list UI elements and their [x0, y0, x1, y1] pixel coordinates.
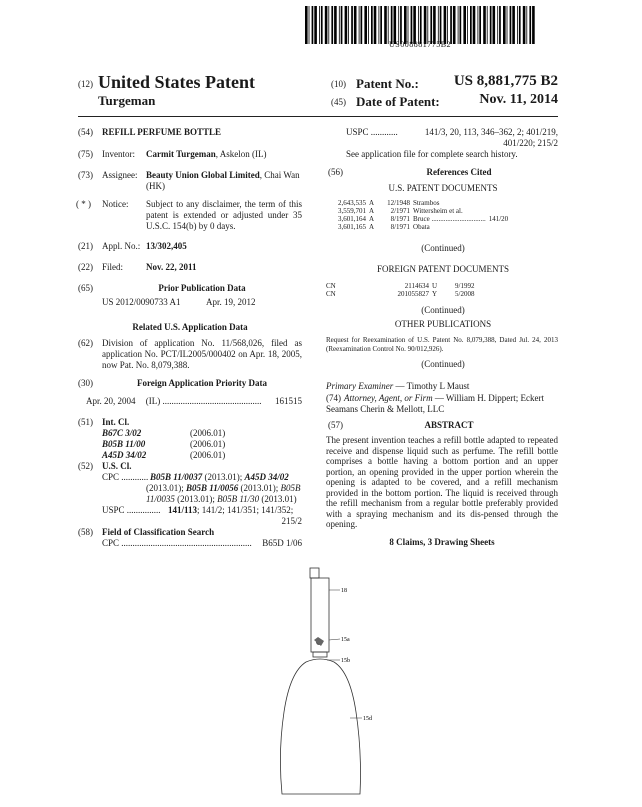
barcode-bar [450, 6, 452, 44]
uscl-label: U.S. Cl. [102, 461, 132, 471]
examiner-name: — Timothy L Maust [393, 381, 470, 391]
barcode-bar [351, 6, 353, 44]
intcl-class: A45D 34/02 [102, 450, 147, 460]
barcode-bar [526, 6, 527, 44]
barcode-bar [368, 6, 369, 44]
barcode-bar [517, 6, 518, 44]
barcode-bar [312, 6, 314, 44]
foreign-documents-table [326, 282, 477, 298]
foreign-doc-number: 2114634 [404, 282, 429, 290]
code-22: (22) [78, 262, 93, 272]
inventor-label: Inventor: [102, 149, 135, 159]
attorney-field [326, 393, 558, 415]
assignee-location: , Chai Wan (HK) [146, 170, 300, 191]
document-number: US008881775B2 [388, 40, 452, 49]
barcode-bar [438, 6, 439, 44]
us-doc-class: 141/20 [488, 215, 509, 223]
inventor-field [146, 149, 267, 160]
cpc-sep-5: (2013.01) [259, 494, 297, 504]
barcode-bar [430, 6, 432, 44]
bottle-body [280, 659, 360, 794]
barcode-bar [424, 6, 427, 44]
filed-label: Filed: [102, 262, 124, 272]
barcode-bar [532, 6, 535, 44]
prior-publication-date: Apr. 19, 2012 [206, 297, 256, 307]
barcode-bar [394, 6, 397, 44]
code-73: (73) [78, 170, 93, 180]
prior-publication-number: US 2012/0090733 A1 [102, 297, 181, 307]
us-doc-kind: A [369, 207, 375, 215]
barcode-bar [314, 6, 317, 44]
attorney-label: Attorney, Agent, or Firm [344, 393, 433, 403]
barcode-bar [413, 6, 416, 44]
us-doc-row [338, 199, 511, 207]
barcode-bar [499, 6, 501, 44]
barcode-bar [460, 6, 462, 44]
cpc-class-4b: 11/0035 [146, 494, 175, 504]
intcl-class: B05B 11/00 [102, 439, 146, 449]
cpc-sep-1: (2013.01); [202, 472, 245, 482]
patent-number: US 8,881,775 B2 [453, 73, 558, 89]
search-history-note: See application file for complete search history. [346, 149, 518, 159]
barcode-bar [483, 6, 486, 44]
code-58: (58) [78, 527, 93, 537]
us-doc-row [338, 207, 511, 215]
barcode-bar [529, 6, 531, 44]
foreign-priority-heading: Foreign Application Priority Data [136, 378, 268, 388]
foreign-doc-number: 201055827 [397, 290, 429, 298]
intcl-version: (2006.01) [190, 450, 226, 460]
foreign-doc-date: 5/2008 [455, 290, 475, 298]
barcode-bar [523, 6, 526, 44]
us-documents-table [338, 199, 511, 231]
references-heading: References Cited [426, 167, 492, 177]
cpc-sep-4: (2013.01); [174, 494, 218, 504]
barcode-bar [391, 6, 393, 44]
cpc-sep-3: (2013.01); [238, 483, 281, 493]
barcode-bar [380, 6, 382, 44]
barcode-bar [321, 6, 323, 44]
uspc-main-class: 141/113 [168, 505, 198, 515]
barcode-bar [374, 6, 377, 44]
notice-text: Subject to any disclaimer, the term of this patent is extended or adjusted under 35 U.S.C. 154(b) by 0 days. [146, 199, 302, 231]
barcode-bar [400, 6, 402, 44]
primary-examiner [326, 381, 469, 392]
us-doc-class [489, 199, 511, 207]
us-doc-number: 3,601,165 [338, 223, 366, 231]
us-doc-number: 3,559,701 [338, 207, 366, 215]
us-doc-name: Wittersheim et al. [413, 207, 463, 215]
barcode-bar [503, 6, 506, 44]
intcl-version: (2006.01) [190, 439, 226, 449]
leader-line-15a [329, 639, 340, 640]
barcode-bar [309, 6, 310, 44]
continued-2: (Continued) [421, 305, 465, 315]
notice-label: Notice: [102, 199, 129, 209]
barcode-bar [510, 6, 512, 44]
date-of-patent: Nov. 11, 2014 [479, 92, 558, 107]
us-documents-heading: U.S. PATENT DOCUMENTS [388, 183, 498, 193]
drawing-label-15b: 15b [341, 658, 350, 664]
barcode-bar [473, 6, 476, 44]
barcode-bar [388, 6, 389, 44]
us-doc-name: Strambos [413, 199, 440, 207]
barcode-bar [507, 6, 508, 44]
us-doc-kind: A [369, 199, 375, 207]
barcode-bar [348, 6, 349, 44]
code-51: (51) [78, 417, 93, 427]
code-62: (62) [78, 338, 93, 348]
barcode-bar [493, 6, 496, 44]
barcode-bar [478, 6, 479, 44]
barcode-bar [379, 6, 380, 44]
us-doc-number: 3,601,164 [338, 215, 366, 223]
us-doc-date: 2/1971 [390, 207, 411, 215]
uspc-label-right: USPC ............ [346, 127, 398, 137]
code-65: (65) [78, 283, 93, 293]
barcode-bar [418, 6, 419, 44]
barcode-bar [328, 6, 329, 44]
barcode-bar [408, 6, 409, 44]
barcode-bar [361, 6, 363, 44]
barcode-bar [359, 6, 360, 44]
code-30: (30) [78, 378, 93, 388]
code-45: (45) [331, 97, 346, 107]
field-cpc-dots: .......................................................... [121, 538, 252, 548]
barcode-bar [497, 6, 498, 44]
code-12: (12) [78, 79, 93, 89]
barcode-bar [453, 6, 456, 44]
foreign-doc-row [326, 282, 477, 290]
barcode-bar [364, 6, 367, 44]
patent-no-label: Patent No.: [356, 76, 419, 91]
foreign-doc-kind: Y [432, 290, 438, 298]
barcode-bar [490, 6, 492, 44]
us-doc-name: Obata [413, 223, 430, 231]
foreign-doc-country: CN [326, 282, 336, 290]
code-54: (54) [78, 127, 93, 137]
abstract-text: The present invention teaches a refill bottle adapted to repeated receive and dispense liquid such as perfume. The refill bottle comprises a bottle having a bottom portion and an upper portion, an opening provided in the upper portion wherein the opening is adapted to be covered, and a refill mechanism provided in the bottom portion. The liquid is received through the refill mechanism from a regular bottle preferably provided with a spraying mechanism and its dis-pensed through the opening. [326, 435, 558, 529]
code-52: (52) [78, 461, 93, 471]
code-56: (56) [328, 167, 343, 177]
cpc-line-1 [150, 472, 302, 483]
barcode-bar [319, 6, 320, 44]
barcode-bar [398, 6, 399, 44]
barcode-bar [440, 6, 442, 44]
barcode-bar [458, 6, 459, 44]
barcode-bar [463, 6, 466, 44]
prior-publication-heading: Prior Publication Data [158, 283, 246, 293]
us-doc-kind: A [369, 223, 375, 231]
appl-label: Appl. No.: [102, 241, 141, 251]
cpc-label: CPC ............ [102, 472, 149, 482]
drawing-label-18: 18 [341, 588, 347, 594]
us-doc-row [338, 215, 511, 223]
drawing-label-15d: 15d [363, 716, 372, 722]
foreign-documents-heading: FOREIGN PATENT DOCUMENTS [376, 264, 510, 274]
barcode-bar [519, 6, 521, 44]
barcode-bar [341, 6, 343, 44]
us-doc-date: 8/1971 [390, 215, 411, 223]
inventor-location: , Askelon (IL) [215, 149, 267, 159]
cpc-class-2: A45D 34/02 [244, 472, 289, 482]
foreign-priority-dots: ............................................ [162, 396, 262, 406]
barcode-bar [371, 6, 373, 44]
us-doc-name: Bruce ............................... [413, 215, 486, 223]
barcode-bar [334, 6, 337, 44]
date-of-patent-label: Date of Patent: [356, 94, 440, 109]
intcl-version: (2006.01) [190, 428, 226, 438]
us-doc-class [489, 207, 511, 215]
cpc-class-5: B05B 11/30 [217, 494, 260, 504]
barcode-bar [354, 6, 357, 44]
barcode-bar [345, 6, 348, 44]
code-75: (75) [78, 149, 93, 159]
other-publications-text: Request for Reexamination of U.S. Patent No. 8,079,388, Dated Jul. 24, 2013 (Reexamination Control No. 90/012,926). [326, 336, 558, 353]
invention-title: REFILL PERFUME BOTTLE [102, 127, 222, 137]
code-21: (21) [78, 241, 93, 251]
bottle-collar [313, 652, 327, 657]
division-text: Division of application No. 11/568,026, filed as application No. PCT/IL2005/000402 on Apr. 18, 2005, now Pat. No. 8,079,388. [102, 338, 302, 370]
assignee-label: Assignee: [102, 170, 138, 180]
barcode-bar [305, 6, 308, 44]
foreign-doc-date: 9/1992 [455, 282, 475, 290]
continued-3: (Continued) [421, 359, 465, 369]
barcode-bar [467, 6, 468, 44]
intcl-table [102, 428, 233, 461]
patent-type-title: United States Patent [98, 72, 255, 92]
uspc-classes-right-2: 401/220; 215/2 [503, 138, 558, 148]
barcode-bar [404, 6, 407, 44]
barcode-bar [325, 6, 328, 44]
barcode-bar [384, 6, 387, 44]
attorney-name: — William H. Dippert; Eckert Seamans Cherin & Mellott, LLC [326, 393, 545, 414]
refill-bottle-drawing [270, 562, 400, 798]
barcode-bar [487, 6, 488, 44]
uspc-classes-right: 141/3, 20, 113, 346–362, 2; 401/219, [424, 127, 558, 137]
barcode [305, 6, 535, 44]
us-doc-row [338, 223, 511, 231]
cpc-line-3 [146, 494, 302, 505]
us-doc-date: 12/1948 [387, 199, 411, 207]
inventor-name: Carmit Turgeman [146, 149, 216, 159]
related-application-heading: Related U.S. Application Data [132, 322, 248, 332]
foreign-priority-country: (IL) [145, 396, 161, 406]
inventor-surname-header: Turgeman [98, 93, 156, 108]
us-doc-kind: A [369, 215, 375, 223]
intcl-row [102, 439, 233, 450]
intcl-label: Int. Cl. [102, 417, 130, 427]
uspc-line-left [168, 505, 293, 516]
us-doc-number: 2,643,535 [338, 199, 366, 207]
barcode-bar [433, 6, 436, 44]
cpc-class-1: B05B 11/0037 [150, 472, 203, 482]
uspc-label-left: USPC ............... [102, 505, 161, 515]
cpc-class-4a: B05B [280, 483, 301, 493]
code-10: (10) [331, 79, 346, 89]
barcode-bar [447, 6, 448, 44]
intcl-row [102, 428, 233, 439]
barcode-bar [470, 6, 472, 44]
examiner-label: Primary Examiner [326, 381, 394, 391]
us-doc-date: 8/1971 [390, 223, 411, 231]
assignee-name: Beauty Union Global Limited [146, 170, 260, 180]
field-search-label: Field of Classification Search [102, 527, 215, 537]
barcode-bar [444, 6, 447, 44]
cpc-class-3: B05B 11/0056 [186, 483, 239, 493]
barcode-bar [411, 6, 413, 44]
filed-date: Nov. 22, 2011 [146, 262, 197, 272]
barcode-bar [420, 6, 422, 44]
barcode-bar [339, 6, 340, 44]
bottle-cap [310, 568, 319, 578]
code-74: (74) [326, 393, 341, 403]
other-publications-heading: OTHER PUBLICATIONS [394, 319, 492, 329]
cpc-line-2 [146, 483, 302, 494]
foreign-doc-row [326, 290, 477, 298]
foreign-doc-country: CN [326, 290, 336, 298]
appl-number: 13/302,405 [146, 241, 187, 251]
us-doc-class [489, 223, 511, 231]
drawing-label-15a: 15a [341, 637, 350, 643]
barcode-bar [331, 6, 333, 44]
code-57: (57) [328, 420, 343, 430]
barcode-bar [427, 6, 428, 44]
uspc-other-classes: ; 141/2; 141/351; 141/352; [197, 505, 294, 515]
intcl-class: B67C 3/02 [102, 428, 142, 438]
foreign-priority-date: Apr. 20, 2004 [86, 396, 136, 406]
foreign-priority-number: 161515 [270, 396, 302, 407]
abstract-heading: ABSTRACT [424, 420, 474, 430]
cpc-sep-2: (2013.01); [146, 483, 186, 493]
uspc-end-class: 215/2 [281, 516, 302, 526]
code-notice: ( * ) [76, 199, 91, 209]
foreign-doc-kind: U [432, 282, 438, 290]
assignee-field [146, 170, 302, 192]
claims-summary: 8 Claims, 3 Drawing Sheets [389, 537, 495, 547]
header-rule [78, 116, 558, 117]
barcode-bar [479, 6, 481, 44]
barcode-bar [512, 6, 515, 44]
field-cpc-label: CPC [102, 538, 120, 548]
continued-1: (Continued) [421, 243, 465, 253]
field-cpc-value: B65D 1/06 [258, 538, 302, 549]
intcl-row [102, 450, 233, 461]
